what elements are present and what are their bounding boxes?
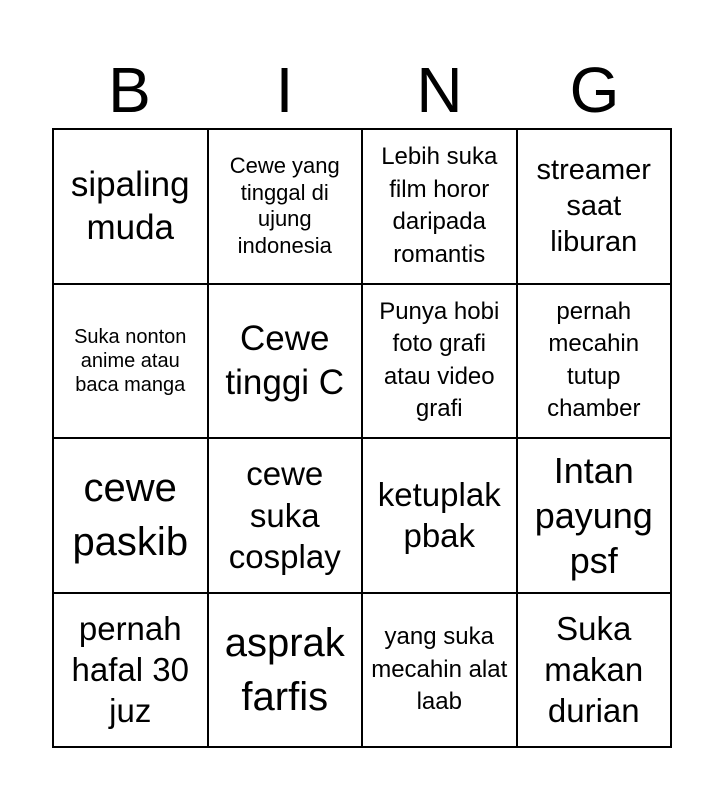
bingo-header	[52, 52, 672, 128]
bingo-cell[interactable]	[53, 284, 208, 439]
cell-text: Lebih suka film horor daripada romantis	[381, 143, 498, 268]
bingo-cell[interactable]	[208, 438, 363, 593]
header-letter-g: G	[569, 54, 620, 126]
bingo-cell[interactable]	[517, 284, 672, 439]
cell-text: yang suka mecahin alat laab	[371, 623, 508, 715]
cell-text: Suka nonton anime atau baca manga	[74, 325, 187, 396]
cell-text: cewe suka cosplay	[228, 455, 341, 575]
bingo-cell[interactable]	[208, 284, 363, 439]
cell-text: Suka makan durian	[544, 609, 644, 730]
bingo-cell[interactable]	[362, 129, 517, 284]
bingo-cell[interactable]	[53, 129, 208, 284]
header-letter-n: N	[416, 54, 463, 126]
bingo-board	[52, 128, 672, 748]
cell-text: sipaling muda	[70, 164, 190, 248]
bingo-cell[interactable]	[53, 438, 208, 593]
header-letter-i: I	[275, 54, 294, 126]
cell-text: Cewe tinggi C	[225, 319, 345, 402]
bingo-cell[interactable]	[362, 438, 517, 593]
cell-text: asprak farfis	[224, 620, 345, 719]
bingo-cell[interactable]	[517, 129, 672, 284]
header-letter-b: B	[108, 54, 151, 126]
cell-text: pernah hafal 30 juz	[71, 609, 189, 730]
bingo-cell[interactable]	[362, 593, 517, 748]
bingo-cell[interactable]	[517, 438, 672, 593]
cell-text: cewe paskib	[72, 466, 189, 565]
cell-text: streamer saat liburan	[536, 153, 651, 259]
cell-text: ketuplak pbak	[377, 476, 501, 555]
bingo-cell[interactable]	[208, 129, 363, 284]
cell-text: pernah mecahin tutup chamber	[547, 297, 641, 423]
bingo-cell[interactable]	[362, 284, 517, 439]
bingo-cell[interactable]	[53, 593, 208, 748]
bingo-cell[interactable]	[208, 593, 363, 748]
cell-text: Cewe yang tinggal di ujung indonesia	[229, 153, 340, 258]
cell-text: Intan payung psf	[534, 449, 653, 581]
cell-text: Punya hobi foto grafi atau video grafi	[379, 297, 500, 423]
bingo-cell[interactable]	[517, 593, 672, 748]
